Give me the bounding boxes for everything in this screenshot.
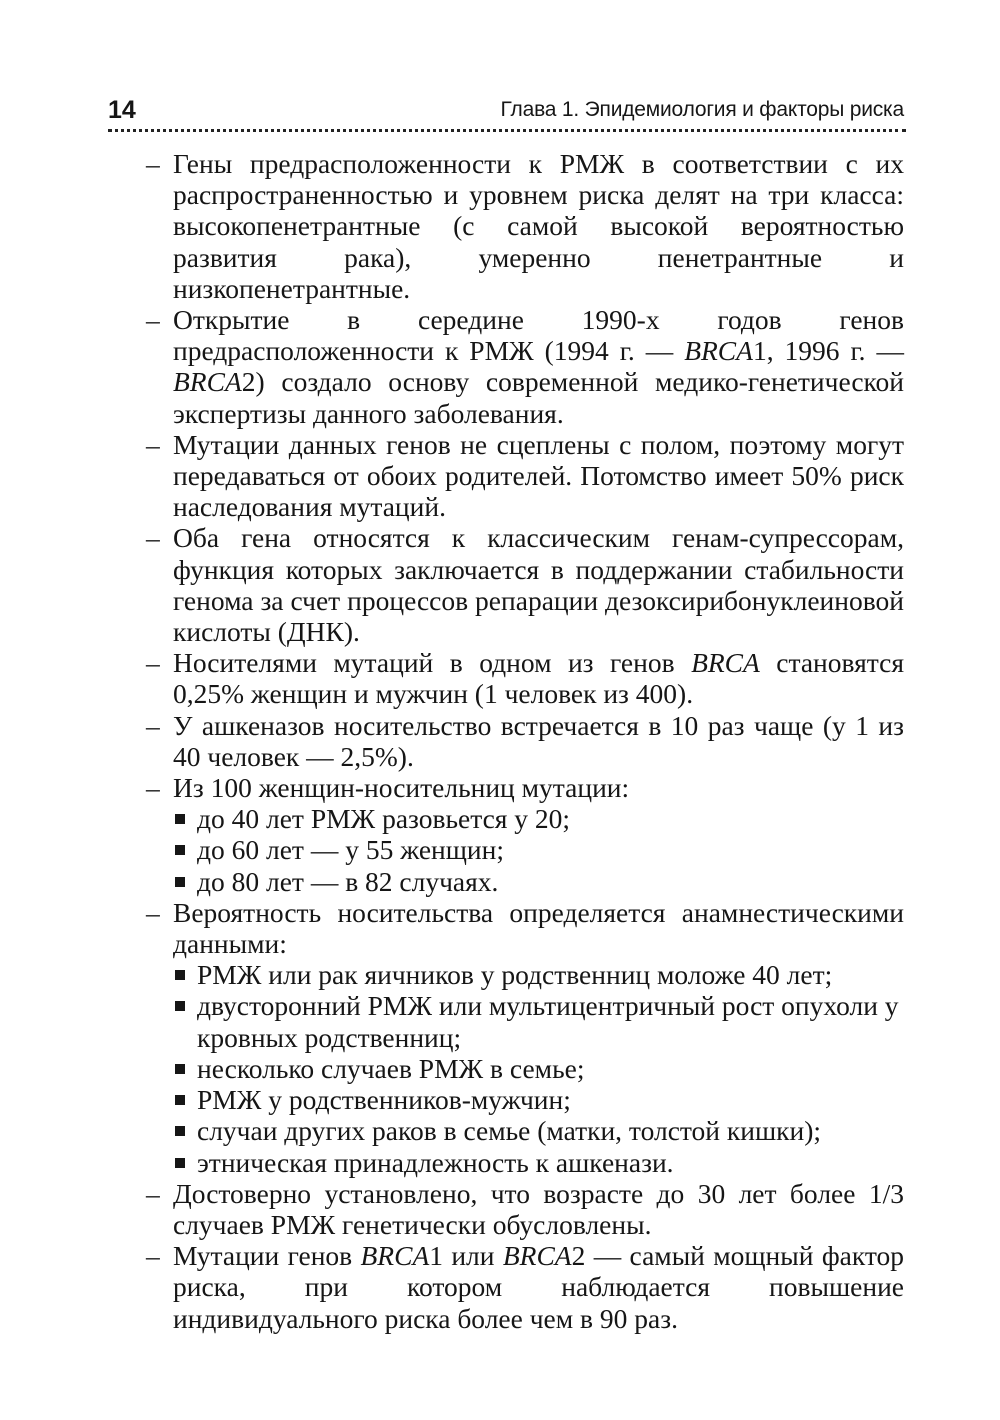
sub-list-item: двусторонний РМЖ или мультицентричный рост опухоли у кровных родственниц; [173, 990, 904, 1052]
gene-name: BRCA [502, 1240, 572, 1272]
gene-name: BRCA [173, 366, 242, 398]
sub-list-item: этническая принадлежность к ашкенази. [173, 1147, 904, 1178]
list-item-text: Открытие в середине 1990-х годов генов предрасположенности к РМЖ (1994 г. — BRCA1, 1996 г. — BRCA2) создало основу современной медико-генетической экспертизы данного заболевания. [173, 304, 904, 429]
list-item [146, 429, 904, 523]
sub-list-item: до 60 лет — у 55 женщин; [173, 834, 904, 865]
page-number: 14 [108, 96, 136, 124]
chapter-title: Глава 1. Эпидемиология и факторы риска [500, 98, 904, 121]
sub-list-item: до 80 лет — в 82 случаях. [173, 866, 904, 897]
list-item-text: Мутации данных генов не сцеплены с полом, поэтому могут передаваться от обоих родителей. Потомство имеет 50% риск наследования мутаций. [173, 428, 904, 523]
list-item [146, 710, 904, 772]
list-item [146, 304, 904, 429]
gene-name: BRCA [360, 1240, 430, 1272]
sub-list [173, 959, 904, 1177]
sub-list [173, 803, 904, 897]
list-item [146, 148, 904, 304]
page-header [108, 94, 904, 134]
sub-list-item: несколько случаев РМЖ в семье; [173, 1053, 904, 1084]
list-item [146, 1178, 904, 1240]
header-dotted-rule [108, 129, 906, 132]
list-item [146, 772, 904, 897]
list-item-text: Достоверно установлено, что возрасте до 30 лет более 1/3 случаев РМЖ генетически обусловлены. [173, 1177, 904, 1240]
gene-name: BRCA [684, 335, 753, 367]
sub-list-item: РМЖ у родственников-мужчин; [173, 1084, 904, 1115]
list-item [146, 897, 904, 1178]
list-item-text: Мутации генов BRCA1 или BRCA2 — самый мощный фактор риска, при котором наблюдается повышение индивидуального риска более чем в 90 раз. [173, 1240, 904, 1334]
sub-list-item: случаи других раков в семье (матки, толстой кишки); [173, 1115, 904, 1146]
gene-name: BRCA [691, 647, 760, 679]
sub-list-item: до 40 лет РМЖ разовьется у 20; [173, 803, 904, 834]
list-item [146, 522, 904, 647]
list-item [146, 1240, 904, 1334]
list-item-text: Носителями мутаций в одном из генов BRCA становятся 0,25% женщин и мужчин (1 человек из 400). [173, 647, 904, 710]
list-item [146, 647, 904, 709]
sub-list-item: РМЖ или рак яичников у родственниц моложе 40 лет; [173, 959, 904, 990]
page-body [146, 148, 904, 1334]
list-item-text: У ашкеназов носительство встречается в 10 раз чаще (у 1 из 40 человек — 2,5%). [173, 709, 904, 772]
list-item-text: – Вероятность носительства определяется анамнестическими данными: [173, 896, 904, 960]
list-item-text: – Из 100 женщин-носительниц мутации: [173, 772, 630, 804]
list-item-text: Оба гена относятся к классическим генам-супрессорам, функция которых заключается в поддержании стабильности генома за счет процессов репарации дезоксирибонуклеиновой кислоты (ДНК). [173, 522, 904, 648]
list-item-text: Гены предрасположенности к РМЖ в соответствии с их распространенностью и уровнем риска делят на три класса: высокопенетрантные (с самой высокой вероятностью развития рака), умеренно пенетрантные и низкопенетрантные. [173, 148, 904, 304]
